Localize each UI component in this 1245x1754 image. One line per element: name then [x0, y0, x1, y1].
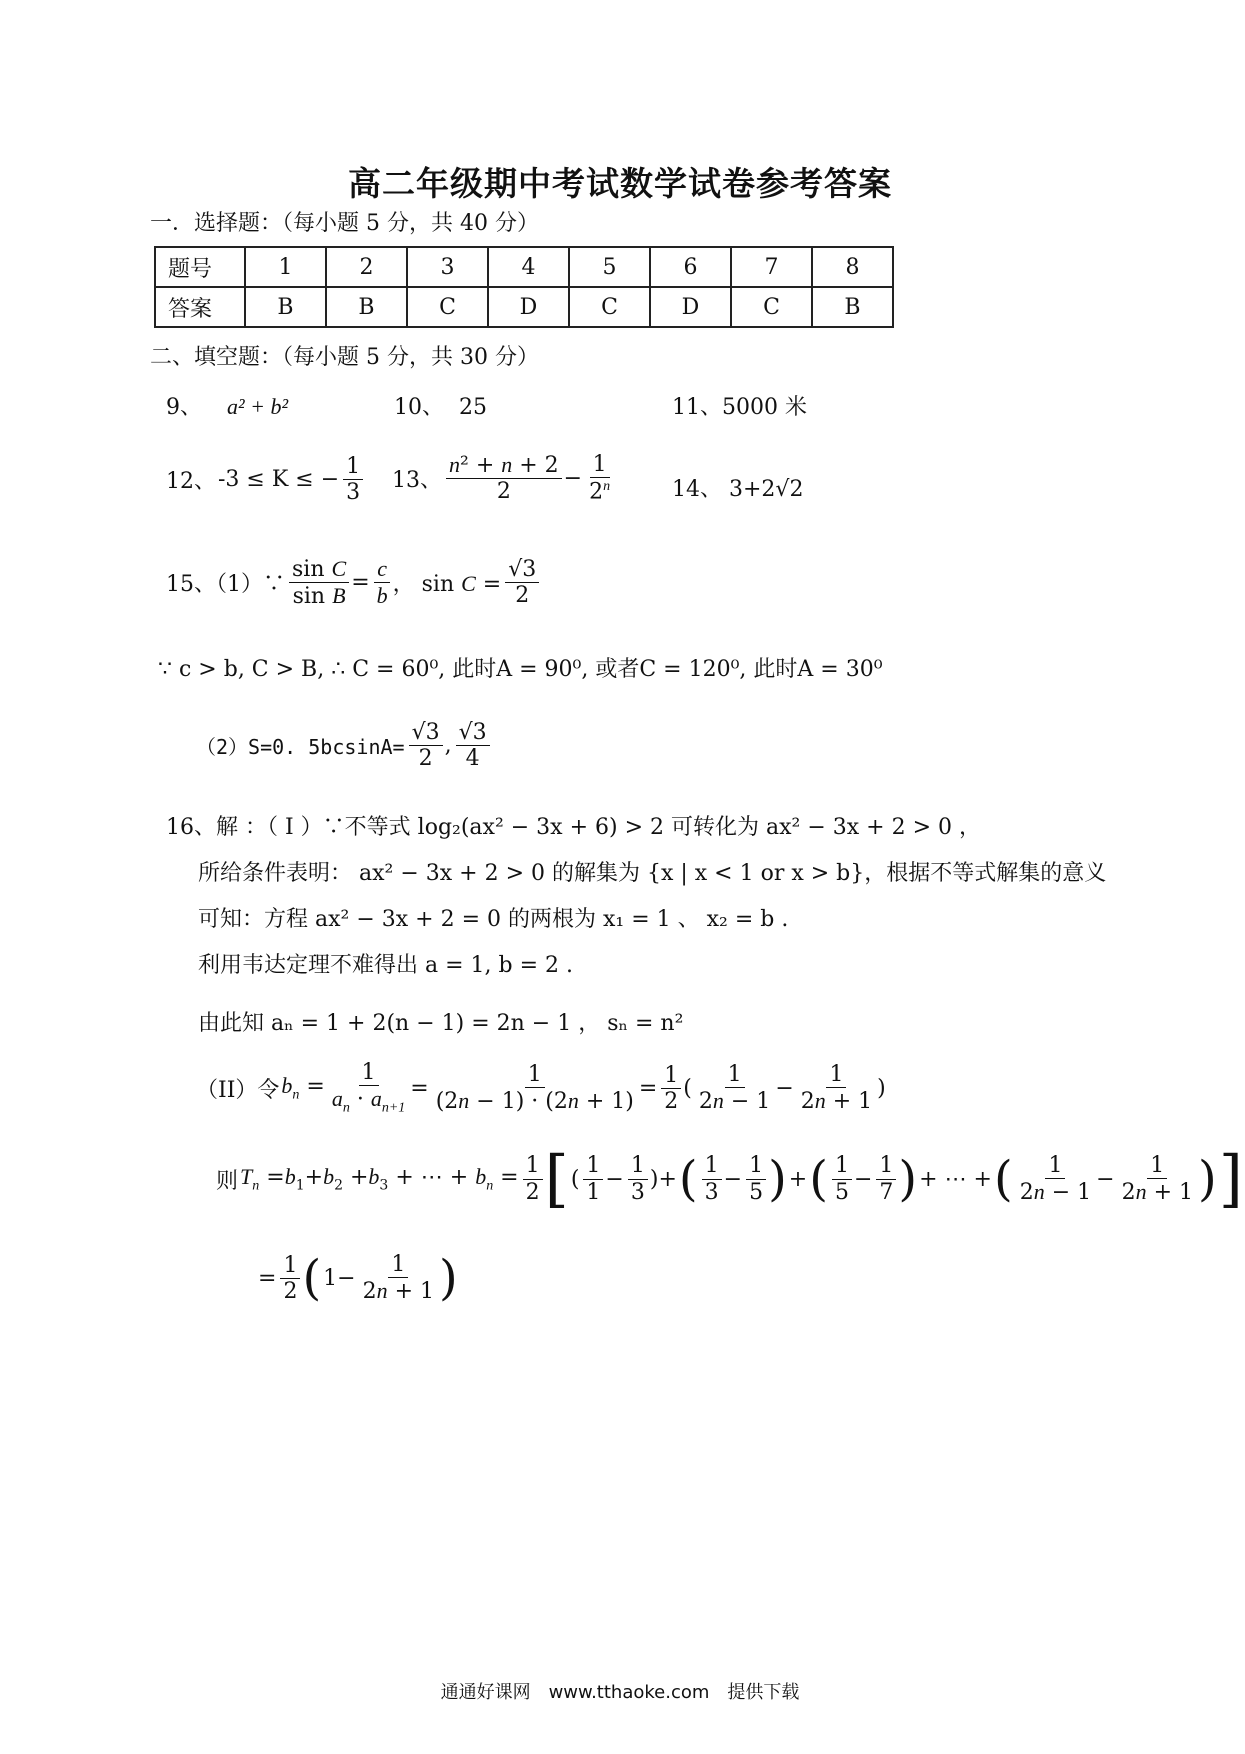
- q16-line3: 可知：方程 ax² − 3x + 2 = 0 的两根为 x₁ = 1 、 x₂ = b .: [198, 907, 789, 932]
- fraction: $\frac{1}{1}$: [583, 1153, 603, 1205]
- q15-part1: 15、（1）∵ $\frac{\text{sin C}}{\text{sin B}}$ = $\frac{c}{b}$ ， sin C = $\frac{√3}{2}$: [166, 556, 541, 610]
- row-label: 答案: [155, 287, 245, 327]
- section-choice-heading: 一．选择题：（每小题 5 分，共 40 分）: [150, 211, 539, 236]
- answer-table: [154, 246, 894, 328]
- fraction: $\frac{c}{b}$: [374, 556, 391, 610]
- q16-line5: 由此知 aₙ = 1 + 2(n − 1) = 2n − 1 ， sₙ = n²: [198, 1011, 684, 1036]
- q16-result: = $\frac{1}{2}$ ( 1− $\frac{1}{2n + 1}$ ): [258, 1250, 458, 1307]
- table-cell: C: [731, 287, 812, 327]
- q16-part2: （II）令 $b_n$ = $\frac{1}{a_n \cdot a_{n+1}}$ = $\frac{1}{(2n - 1) \cdot (2n + 1)}$ = $\frac{1}{2}$ ( $\frac{1}{2n - 1}$ − $\frac{1}{2n + 1}$ ): [196, 1060, 886, 1116]
- q14-label: 14、: [672, 477, 722, 502]
- fraction: $\frac{1}{2n + 1}$: [800, 1062, 873, 1115]
- q16-part2-prefix: （II）令: [196, 1077, 280, 1103]
- table-cell: D: [650, 287, 731, 327]
- q11: 11、5000 米: [672, 395, 807, 420]
- q10-answer: 25: [459, 395, 487, 420]
- fraction: $\frac{1}{3}$: [628, 1153, 648, 1205]
- table-cell: 8: [812, 247, 893, 287]
- table-cell: 5: [569, 247, 650, 287]
- q9-answer: a² + b²: [227, 394, 289, 419]
- table-cell: 4: [488, 247, 569, 287]
- q15-part2: （2）S=0. 5bcsinA= $\frac{√3}{2}$ , $\frac{√3}{4}$: [196, 720, 492, 772]
- q14: [672, 472, 803, 503]
- fraction: $\frac{1}{2}$: [280, 1253, 300, 1305]
- fraction: $\frac{1}{2n - 1}$: [1019, 1152, 1092, 1205]
- q15-label: 15、（1）∵: [166, 572, 285, 598]
- fraction: $\frac{√3}{4}$: [456, 720, 490, 772]
- footer-text: 通通好课网 www.tthaoke.com 提供下载: [440, 1682, 800, 1703]
- q13: 13、 $\frac{\text{n² + n + 2}}{2}$ − $\frac{1}{2^n}$: [392, 452, 615, 505]
- table-cell: C: [407, 287, 488, 327]
- q16-line1: 16、解 ：（ I ）∵不等式 log₂(ax² − 3x + 6) > 2 可转化为 ax² − 3x + 2 > 0 ，: [166, 815, 981, 840]
- table-row-numbers: [155, 247, 893, 287]
- section-fill-heading: 二、填空题：（每小题 5 分，共 30 分）: [150, 345, 539, 370]
- fraction: $\frac{√3}{2}$: [505, 557, 539, 609]
- q16-line4: 利用韦达定理不难得出 a = 1, b = 2 .: [198, 953, 573, 978]
- table-cell: B: [812, 287, 893, 327]
- table-cell: B: [245, 287, 326, 327]
- q13-label: 13、: [392, 467, 442, 493]
- fraction: $\frac{1}{3}$: [343, 454, 363, 506]
- q16-sum-prefix: 则: [216, 1168, 239, 1194]
- q15-line2: ∵ c > b, C > B, ∴ C = 60⁰, 此时A = 90⁰, 或者C = 120⁰, 此时A = 30⁰: [158, 657, 883, 682]
- q16-sum: 则 $T_n =b_1+b_2 +b_3$ + ⋯ + $b_n$ = $\frac{1}{2}$ [ ( $\frac{1}{1}$ − $\frac{1}{3}$ )+ ( $\frac{1}{3}$ − $\frac{1}{5}$ ) + ( $\frac{1}{5}$ − $\frac{1}{7}$ ) + ⋯ + ( $\frac{1}{2n - 1}$ − $\frac{1}{2n + 1}$ ) ]: [216, 1142, 1243, 1215]
- fraction: $\frac{1}{3}$: [702, 1153, 722, 1205]
- fraction: $\frac{\text{sin C}}{\text{sin B}}$: [289, 556, 349, 610]
- q12: [166, 454, 365, 506]
- fraction: $\frac{1}{2n + 1}$: [362, 1252, 435, 1305]
- fraction: $\frac{1}{7}$: [876, 1153, 896, 1205]
- fraction: $\frac{1}{2n + 1}$: [1121, 1152, 1194, 1205]
- fraction: $\frac{1}{5}$: [832, 1153, 852, 1205]
- q9-label: 9、: [166, 395, 202, 420]
- row-label: 题号: [155, 247, 245, 287]
- fraction: $\frac{1}{(2n - 1) \cdot (2n + 1)}$: [435, 1062, 634, 1115]
- table-cell: 2: [326, 247, 407, 287]
- fraction: $\frac{√3}{2}$: [409, 720, 443, 772]
- q9: [166, 390, 288, 421]
- page-title: 高二年级期中考试数学试卷参考答案: [348, 164, 892, 203]
- fraction: $\frac{1}{2}$: [661, 1063, 681, 1115]
- q10-label: 10、: [394, 395, 444, 420]
- fraction: $\frac{1}{a_n \cdot a_{n+1}}$: [331, 1060, 406, 1116]
- fraction: $\frac{1}{5}$: [746, 1153, 766, 1205]
- fraction: $\frac{1}{2n - 1}$: [698, 1062, 771, 1115]
- fraction: $\frac{1}{2^n}$: [589, 452, 611, 505]
- table-cell: 7: [731, 247, 812, 287]
- table-cell: D: [488, 287, 569, 327]
- table-row-answers: [155, 287, 893, 327]
- q12-prefix: -3 ≤ K ≤ −: [218, 467, 340, 493]
- table-cell: 6: [650, 247, 731, 287]
- table-cell: 1: [245, 247, 326, 287]
- q12-label: 12、: [166, 469, 216, 495]
- fraction: $\frac{1}{2}$: [523, 1153, 543, 1205]
- q15-part2-prefix: （2）S=0. 5bcsinA=: [196, 735, 405, 760]
- table-cell: C: [569, 287, 650, 327]
- q10: [394, 390, 487, 421]
- table-cell: 3: [407, 247, 488, 287]
- q16-line2: 所给条件表明： ax² − 3x + 2 > 0 的解集为 {x | x < 1 or x > b}，根据不等式解集的意义: [198, 861, 1107, 886]
- table-cell: B: [326, 287, 407, 327]
- q14-answer: 3+2√2: [729, 477, 804, 502]
- fraction: $\frac{\text{n² + n + 2}}{2}$: [446, 452, 562, 505]
